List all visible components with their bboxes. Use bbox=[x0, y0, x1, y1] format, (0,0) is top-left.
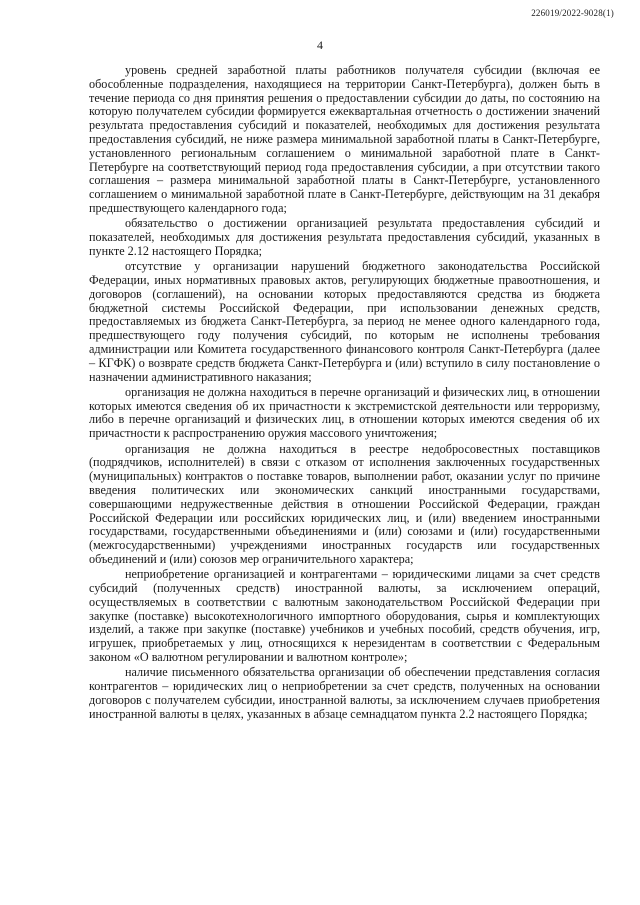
paragraph: организация не должна находиться в перечне организаций и физических лиц, в отношении которых имеются сведения об их причастности к экстремистской деятельности или терроризму, либо в перечне организаций и физических лиц, в отношении которых имеются сведения об их причастности к распространению оружия массового уничтожения; bbox=[89, 384, 600, 441]
paragraph: наличие письменного обязательства организации об обеспечении представления согласия контрагентов – юридических лиц о неприобретении за счет средств, полученных на основании договоров с получателем субсидии, иностранной валюты, за исключением случаев приобретения иностранной валюты в целях, указанных в абзаце семнадцатом пункта 2.2 настоящего Порядка; bbox=[89, 665, 600, 721]
page-number: 4 bbox=[317, 38, 323, 52]
document-id: 226019/2022-9028(1) bbox=[531, 8, 614, 18]
paragraph: неприобретение организацией и контрагентами – юридическими лицами за счет средств субсидий (полученных средств) иностранной валюты, за исключением операций, осуществляемых в соответствии с валютным законодательством Российской Федерации при закупке (поставке) высокотехнологичного импортного оборудования, сырья и комплектующих изделий, а также при закупке (поставке) учебников и учебных пособий, средств обучения, игр, игрушек, приобретаемых у лиц, относящихся к нерезидентам в соответствии с Федеральным законом «О валютном регулировании и валютном контроле»; bbox=[89, 567, 600, 664]
body-text bbox=[89, 64, 600, 723]
paragraph: отсутствие у организации нарушений бюджетного законодательства Российской Федерации, иных нормативных правовых актов, регулирующих бюджетные правоотношения, и договоров (соглашений), на основании которых предоставляются средства из бюджета бюджетной системы Российской Федерации, при использовании денежных средств, предоставляемых из бюджета Санкт-Петербурга, за период не менее одного календарного года, предшествующего году получения субсидий, по которым не исполнены требования администрации или Комитета государственного финансового контроля Санкт-Петербурга (далее – КГФК) о возврате средств бюджета Санкт-Петербурга и (или) вступило в силу постановление о назначении административного наказания; bbox=[89, 259, 600, 384]
paragraph: уровень средней заработной платы работников получателя субсидии (включая ее обособленные подразделения, находящиеся на территории Санкт-Петербурга), должен быть в течение периода со дня принятия решения о предоставлении субсидии до даты, по состоянию на которую получателем субсидии формируется ежеквартальная отчетность о достижении значений результата предоставления субсидий и показателей, необходимых для достижения результата предоставления субсидий, не ниже размера минимальной заработной платы в Санкт-Петербурге, установленного региональным соглашением о минимальной заработной плате в Санкт-Петербурге на соответствующий период года предоставления субсидии, а при отсутствии такого соглашения – размера минимальной заработной платы в Санкт-Петербурге, установленного соглашением о минимальной заработной плате в Санкт-Петербурге, действующим на 31 декабря предшествующего календарного года; bbox=[89, 63, 600, 215]
paragraph: организация не должна находиться в реестре недобросовестных поставщиков (подрядчиков, исполнителей) в связи с отказом от исполнения заключенных государственных (муниципальных) контрактов о поставке товаров, выполнении работ, оказании услуг по причине введения политических или экономических санкций иностранными государствами, совершающими недружественные действия в отношении Российской Федерации, граждан Российской Федерации или российских юридических лиц, и (или) введением иностранными государствами, государственными объединениями и (или) союзами и (или) государственными (межгосударственными) учреждениями иностранных государств или государственных объединений и (или) союзов мер ограничительного характера; bbox=[89, 441, 600, 566]
paragraph: обязательство о достижении организацией результата предоставления субсидий и показателей, необходимых для достижения результата предоставления субсидий, указанных в пункте 2.12 настоящего Порядка; bbox=[89, 216, 600, 258]
